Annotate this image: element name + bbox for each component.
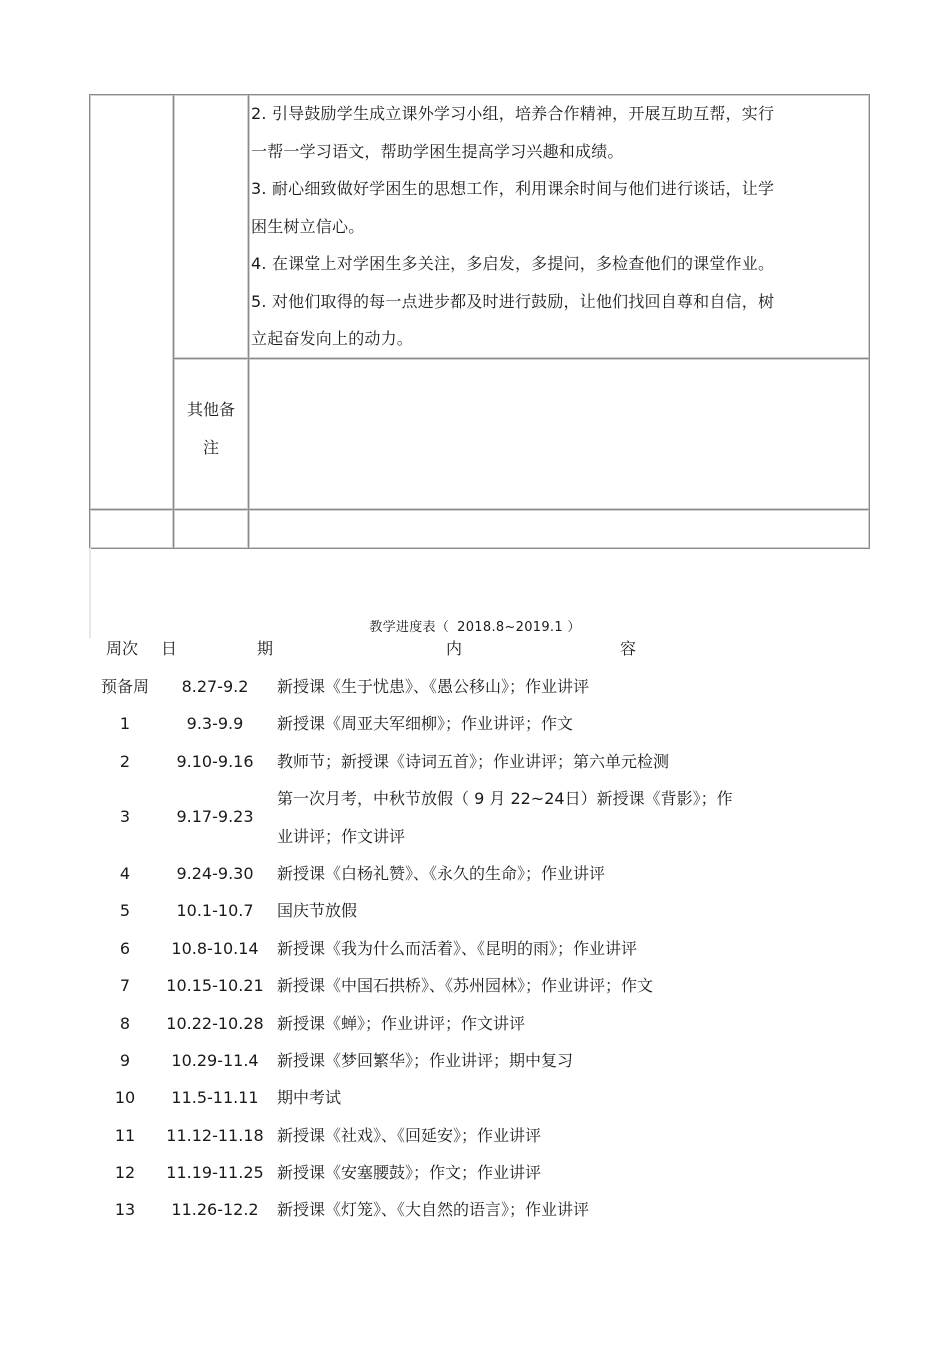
row-date: 11.12-11.18 — [166, 1125, 264, 1145]
row-date: 8.27-9.2 — [181, 677, 249, 696]
schedule-row — [0, 705, 950, 742]
row-content — [277, 930, 817, 967]
measure-line: 2. 引导鼓励学生成立课外学习小组，培养合作精神，开展互助互帮，实行 — [251, 104, 775, 123]
row-content-line: 国庆节放假 — [277, 901, 358, 921]
measure-line: 困生树立信心。 — [251, 216, 365, 236]
row-content — [277, 855, 817, 892]
row-week: 2 — [119, 751, 131, 771]
schedule-row — [0, 1005, 950, 1042]
measure-line: 5. 对他们取得的每一点进步都及时进行鼓励，让他们找回自尊和自信，树 — [251, 291, 775, 311]
schedule-row — [0, 743, 950, 780]
schedule-row — [0, 780, 950, 855]
remarks-label-cell — [174, 358, 249, 509]
row-week: 10 — [114, 1088, 136, 1108]
row-content-line: 期中考试 — [277, 1088, 342, 1108]
schedule-title — [0, 616, 950, 635]
empty-cell — [174, 509, 249, 548]
measure-line: 一帮一学习语文，帮助学困生提高学习兴趣和成绩。 — [251, 141, 624, 161]
schedule-row — [0, 930, 950, 967]
row-week: 7 — [119, 976, 131, 996]
row-date: 11.26-12.2 — [171, 1200, 259, 1220]
header-date: 日 — [161, 639, 178, 658]
remarks-row — [90, 358, 870, 509]
measures-cell — [249, 95, 870, 359]
row-content-line: 新授课《中国石拱桥》、《苏州园林》；作业讲评；作文 — [277, 976, 654, 996]
row-date: 10.8-10.14 — [171, 938, 259, 958]
schedule-row — [0, 668, 950, 705]
schedule-row — [0, 1154, 950, 1191]
measure-line: 3. 耐心细致做好学困生的思想工作，利用课余时间与他们进行谈话，让学 — [251, 179, 775, 198]
schedule-row — [0, 967, 950, 1004]
row-content-line: 新授课《生于忧患》、《愚公移山》；作业讲评 — [277, 677, 590, 696]
row-week: 11 — [114, 1125, 136, 1145]
row-content — [277, 1042, 817, 1079]
row-week: 5 — [119, 901, 131, 921]
row-date: 10.1-10.7 — [176, 901, 254, 921]
row-week: 9 — [119, 1050, 131, 1070]
row-content-line: 新授课《梦回繁华》；作业讲评；期中复习 — [277, 1050, 574, 1070]
row-content — [277, 780, 817, 855]
measure-line: 立起奋发向上的动力。 — [251, 329, 414, 348]
category-cell — [90, 95, 174, 510]
row-week: 3 — [119, 807, 131, 827]
row-content-line: 第一次月考，中秋节放假（ 9 月 22~24日）新授课《背影》；作 — [277, 789, 733, 809]
row-week: 预备周 — [100, 677, 149, 696]
measures-row — [90, 95, 870, 359]
row-content-line: 业讲评；作文讲评 — [277, 826, 406, 846]
row-content-line: 新授课《周亚夫军细柳》；作业讲评；作文 — [277, 714, 574, 734]
row-content-line: 新授课《我为什么而活着》、《昆明的雨》；作业讲评 — [277, 938, 638, 958]
schedule-row — [0, 1042, 950, 1079]
row-content — [277, 743, 817, 780]
row-week: 12 — [114, 1163, 136, 1183]
row-week: 13 — [114, 1200, 136, 1220]
row-content — [277, 892, 817, 929]
row-content-line: 新授课《社戏》、《回延安》；作业讲评 — [277, 1125, 542, 1145]
row-date: 9.17-9.23 — [176, 807, 254, 827]
row-content — [277, 705, 817, 742]
schedule-row — [0, 855, 950, 892]
row-date: 10.15-10.21 — [166, 976, 264, 996]
plan-table — [89, 94, 870, 549]
row-date: 10.29-11.4 — [171, 1050, 259, 1070]
empty-row — [90, 509, 870, 548]
schedule-header — [0, 636, 950, 662]
row-content — [277, 1079, 817, 1116]
row-content — [277, 1154, 817, 1191]
schedule-title-range: 2018.8~2019.1 ） — [457, 620, 581, 635]
row-content-line: 新授课《白杨礼赞》、《永久的生命》；作业讲评 — [277, 863, 606, 883]
header-content: 容 — [620, 639, 637, 658]
remarks-value-cell — [249, 358, 870, 509]
row-date: 11.5-11.11 — [171, 1088, 259, 1108]
schedule-rows — [0, 668, 950, 1229]
row-content-line: 教师节；新授课《诗词五首》；作业讲评；第六单元检测 — [277, 751, 670, 771]
row-date: 9.24-9.30 — [176, 863, 254, 883]
row-content — [277, 967, 817, 1004]
measure-line: 4. 在课堂上对学困生多关注，多启发，多提问，多检查他们的课堂作业。 — [251, 254, 775, 273]
row-date: 10.22-10.28 — [166, 1013, 264, 1033]
row-week: 4 — [119, 863, 131, 883]
schedule-row — [0, 892, 950, 929]
header-content: 内 — [446, 639, 463, 658]
header-week: 周次 — [106, 639, 139, 658]
row-content-line: 新授课《安塞腰鼓》；作文；作业讲评 — [277, 1163, 542, 1183]
schedule-row — [0, 1079, 950, 1116]
row-content — [277, 1191, 817, 1228]
remarks-label: 其他备 — [186, 399, 235, 419]
row-date: 11.19-11.25 — [166, 1163, 264, 1183]
row-content — [277, 1005, 817, 1042]
row-content — [277, 668, 817, 705]
row-content-line: 新授课《灯笼》、《大自然的语言》；作业讲评 — [277, 1200, 590, 1220]
item-label-cell — [174, 95, 249, 359]
row-date: 9.10-9.16 — [176, 751, 254, 771]
row-week: 6 — [119, 938, 131, 958]
row-date: 9.3-9.9 — [186, 714, 244, 734]
row-week: 1 — [119, 714, 131, 734]
schedule-title-text: 教学进度表（ — [369, 620, 450, 635]
schedule-row — [0, 1117, 950, 1154]
row-content — [277, 1117, 817, 1154]
schedule-row — [0, 1191, 950, 1228]
empty-cell — [249, 509, 870, 548]
remarks-label: 注 — [202, 437, 219, 457]
row-content-line: 新授课《蝉》；作业讲评；作文讲评 — [277, 1013, 526, 1033]
row-week: 8 — [119, 1013, 131, 1033]
empty-cell — [90, 509, 174, 548]
header-date: 期 — [257, 639, 274, 658]
